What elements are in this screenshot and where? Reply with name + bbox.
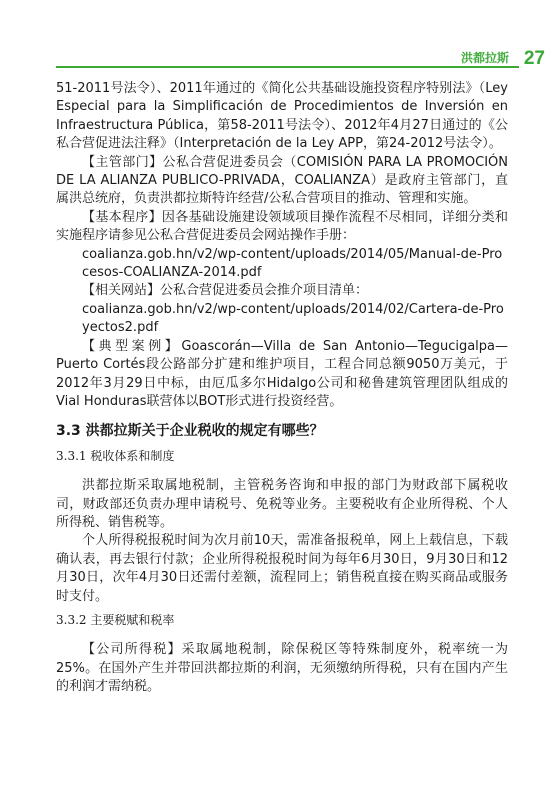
subsection-title: 3.3.1 税收体系和制度 xyxy=(56,448,175,463)
page-number: 27 xyxy=(523,48,545,69)
page-body xyxy=(56,80,508,697)
section-title: 3.3 洪都拉斯关于企业税收的规定有哪些？ xyxy=(56,423,324,440)
running-title: 洪都拉斯 xyxy=(460,51,509,65)
paragraph-authority: 【主管部门】公私合营促进委员会（COMISIÓN PARA LA PROMOCIÓN DE LA ALIANZA PUBLICO-PRIVADA，COALIANZA）是政府主管部门，直属洪总统府，负责洪都拉斯特许经营/公私合营项目的推动、管理和实施。 xyxy=(56,154,508,207)
paragraph-related-sites: 【相关网站】公私合营促进委员会推介项目清单： xyxy=(82,283,369,299)
header-rule xyxy=(56,66,519,68)
manual-url: coalianza.gob.hn/v2/wp-content/uploads/2014/05/Manual-de-Procesos-COALIANZA-2014.pdf xyxy=(82,246,503,281)
paragraph-procedure: 【基本程序】因各基础设施建设领域项目操作流程不尽相同，详细分类和实施程序请参见公私合营促进委员会网站操作手册： xyxy=(56,209,508,244)
paragraph-tax-system: 洪都拉斯采取属地税制，主管税务咨询和申报的部门为财政部下属税收司，财政部还负责办理申请税号、免税等业务。主要税收有企业所得税、个人所得税、销售税等。 xyxy=(56,478,508,530)
paragraph-laws-continued: 51-2011号法令）、2011年通过的《简化公共基础设施投资程序特别法》（Ley Especial para la Simplificación de Procedimientos de Inversión en Infraestructura Pública，第58-2011号法令）、2012年4月27日通过的《公私合营促进法注释》（Interpretación de la Ley APP，第24-2012号法令）。 xyxy=(56,81,508,152)
paragraph-filing: 个人所得税报税时间为次月前10天，需准备报税单，网上上载信息，下载确认表，再去银行付款；企业所得税报税时间为每年6月30日，9月30日和12月30日，次年4月30日还需付差额，流程同上；销售税直接在购买商品或服务时支付。 xyxy=(56,533,508,604)
projects-url: coalianza.gob.hn/v2/wp-content/uploads/2014/02/Cartera-de-Proyectos2.pdf xyxy=(82,301,504,336)
paragraph-case: 【典型案例】Goascorán—Villa de San Antonio—Tegucigalpa—Puerto Cortés段公路部分扩建和维护项目，工程合同总额9050万美元，于2012年3月29日中标，由厄瓜多尔Hidalgo公司和秘鲁建筑管理团队组成的Vial Honduras联营体以BOT形式进行投资经营。 xyxy=(56,338,508,409)
paragraph-corporate-tax: 【公司所得税】采取属地税制，除保税区等特殊制度外，税率统一为25%。在国外产生并带回洪都拉斯的利润，无须缴纳所得税，只有在国内产生的利润才需纳税。 xyxy=(56,642,508,695)
subsection-title: 3.3.2 主要税赋和税率 xyxy=(56,612,175,627)
page-header xyxy=(0,0,559,90)
